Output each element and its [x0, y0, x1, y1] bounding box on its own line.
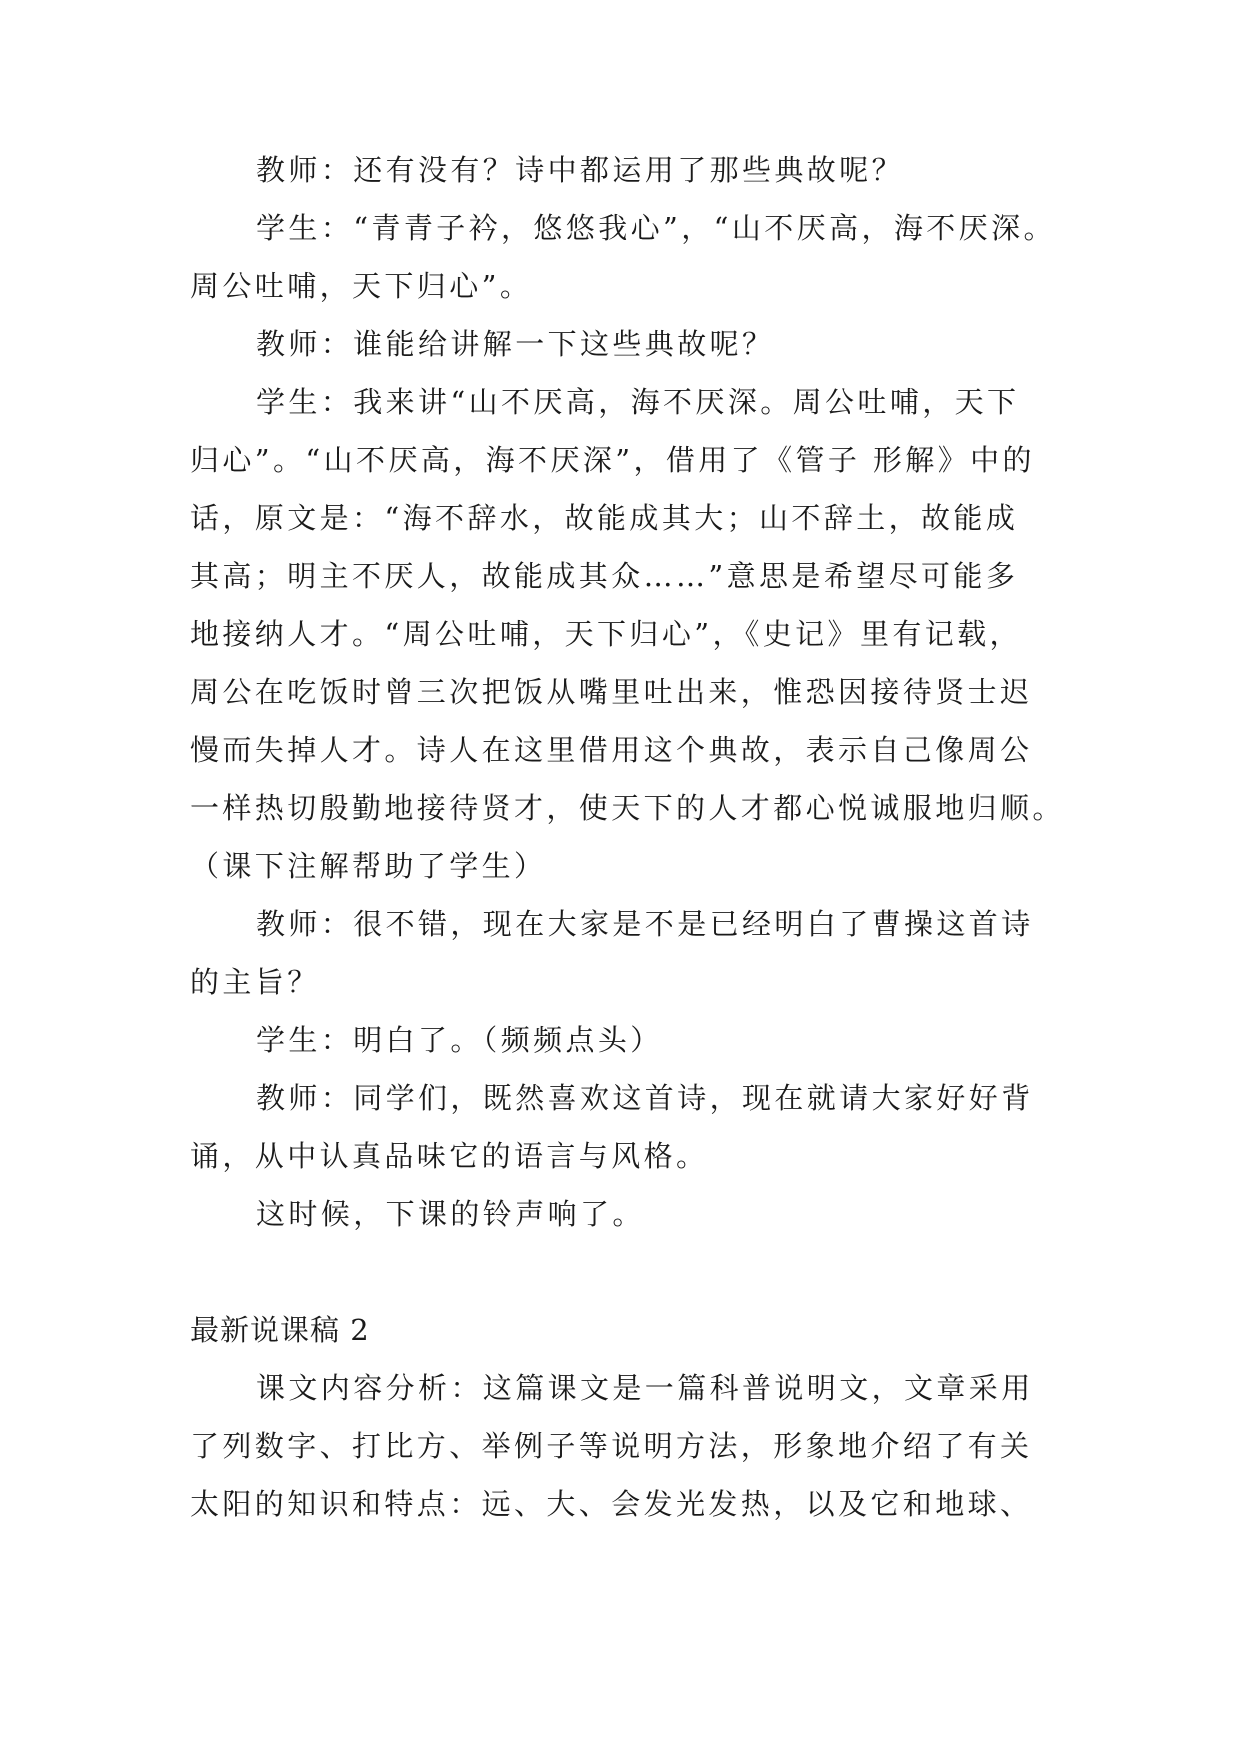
text-line: 归心”。“山不厌高，海不厌深”，借用了《管子 形解》中的 — [190, 443, 1035, 477]
text-line: 了列数字、打比方、举例子等说明方法，形象地介绍了有关 — [190, 1429, 1033, 1463]
text-line: 周公吐哺，天下归心”。 — [190, 269, 533, 303]
text-line: 话，原文是：“海不辞水，故能成其大；山不辞土，故能成 — [190, 501, 1019, 535]
text-line: 教师：很不错，现在大家是不是已经明白了曹操这首诗 — [256, 907, 1034, 941]
text-line: 其高；明主不厌人，故能成其众……”意思是希望尽可能多 — [190, 559, 1019, 593]
text-line: 地接纳人才。“周公吐哺，天下归心”，《史记》里有记载， — [190, 617, 1022, 651]
section-heading: 最新说课稿 2 — [190, 1313, 370, 1347]
text-line: （课下注解帮助了学生） — [190, 849, 547, 883]
text-line: 课文内容分析：这篇课文是一篇科普说明文，文章采用 — [256, 1371, 1034, 1405]
text-line: 教师：同学们，既然喜欢这首诗，现在就请大家好好背 — [256, 1081, 1034, 1115]
text-line: 学生：我来讲“山不厌高，海不厌深。周公吐哺，天下 — [256, 385, 1020, 419]
text-line: 的主旨？ — [190, 965, 320, 999]
text-line: 这时候，下课的铃声响了。 — [256, 1197, 645, 1231]
text-line: 周公在吃饭时曾三次把饭从嘴里吐出来，惟恐因接待贤士迟 — [190, 675, 1033, 709]
text-line: 一样热切殷勤地接待贤才，使天下的人才都心悦诚服地归顺。 — [190, 791, 1065, 825]
text-line: 慢而失掉人才。诗人在这里借用这个典故，表示自己像周公 — [190, 733, 1033, 767]
text-line: 学生：明白了。（频频点头） — [256, 1023, 663, 1057]
text-line: 太阳的知识和特点：远、大、会发光发热，以及它和地球、 — [190, 1487, 1033, 1521]
text-line: 教师：谁能给讲解一下这些典故呢？ — [256, 327, 775, 361]
text-line: 学生：“青青子衿，悠悠我心”，“山不厌高，海不厌深。 — [256, 211, 1056, 245]
text-line: 教师：还有没有？诗中都运用了那些典故呢？ — [256, 153, 905, 187]
text-line: 诵，从中认真品味它的语言与风格。 — [190, 1139, 709, 1173]
